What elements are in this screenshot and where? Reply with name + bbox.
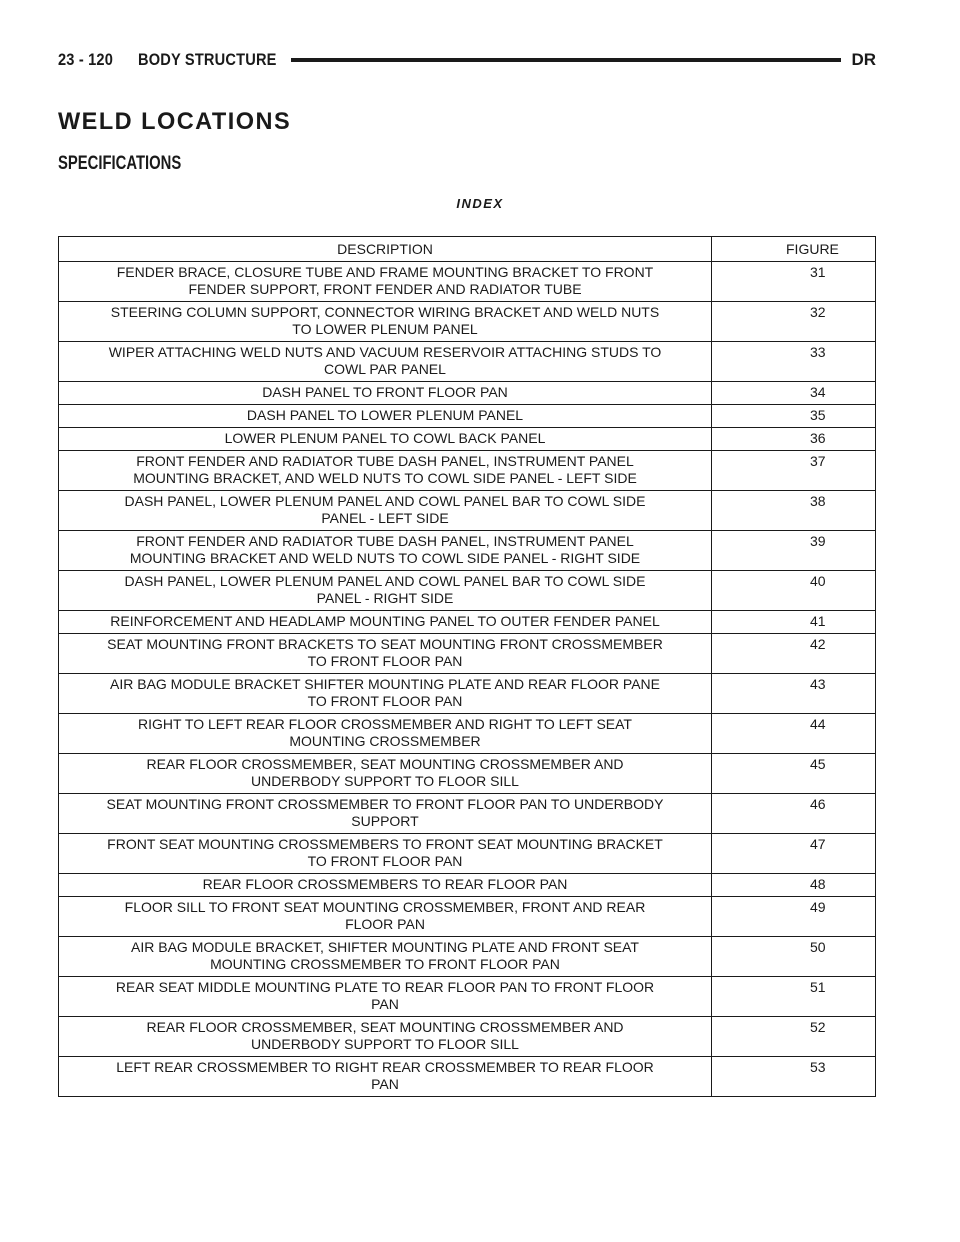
- description-line: LOWER PLENUM PANEL TO COWL BACK PANEL: [224, 430, 546, 446]
- description-line: REAR SEAT MIDDLE MOUNTING PLATE TO REAR FLOOR PAN TO FRONT FLOOR: [115, 979, 655, 995]
- figure-cell: 42: [712, 634, 876, 674]
- description-line: TO LOWER PLENUM PANEL: [292, 321, 478, 337]
- figure-cell: 32: [712, 302, 876, 342]
- table-row: [59, 428, 876, 451]
- description-cell: [59, 714, 712, 754]
- figure-cell: 51: [712, 977, 876, 1017]
- page-number: 23 - 120: [58, 50, 114, 69]
- figure-cell: 35: [712, 405, 876, 428]
- description-line: WIPER ATTACHING WELD NUTS AND VACUUM RESERVOIR ATTACHING STUDS TO: [108, 344, 662, 360]
- description-line: DASH PANEL TO LOWER PLENUM PANEL: [246, 407, 524, 423]
- figure-cell: 40: [712, 571, 876, 611]
- description-line: MOUNTING BRACKET, AND WELD NUTS TO COWL SIDE PANEL - LEFT SIDE: [133, 470, 637, 486]
- figure-cell: 49: [712, 897, 876, 937]
- description-line: PAN: [371, 1076, 399, 1092]
- description-line: MOUNTING CROSSMEMBER TO FRONT FLOOR PAN: [210, 956, 560, 972]
- index-table: [58, 236, 876, 1097]
- description-line: COWL PAR PANEL: [324, 361, 446, 377]
- figure-cell: 33: [712, 342, 876, 382]
- table-row: [59, 571, 876, 611]
- table-caption: INDEX: [456, 196, 504, 211]
- description-line: SEAT MOUNTING FRONT CROSSMEMBER TO FRONT FLOOR PAN TO UNDERBODY: [106, 796, 664, 812]
- model-code: DR: [851, 50, 876, 69]
- description-line: PAN: [371, 996, 399, 1012]
- description-cell: [59, 1057, 712, 1097]
- description-cell: [59, 302, 712, 342]
- description-cell: [59, 491, 712, 531]
- description-line: DASH PANEL, LOWER PLENUM PANEL AND COWL PANEL BAR TO COWL SIDE: [124, 493, 646, 509]
- description-line: REAR FLOOR CROSSMEMBER, SEAT MOUNTING CROSSMEMBER AND: [146, 1019, 624, 1035]
- table-row: [59, 897, 876, 937]
- figure-cell: 41: [712, 611, 876, 634]
- table-row: [59, 451, 876, 491]
- figure-cell: 44: [712, 714, 876, 754]
- table-row: [59, 302, 876, 342]
- figure-cell: 37: [712, 451, 876, 491]
- description-line: MOUNTING BRACKET AND WELD NUTS TO COWL SIDE PANEL - RIGHT SIDE: [129, 550, 641, 566]
- description-cell: [59, 937, 712, 977]
- description-cell: [59, 382, 712, 405]
- description-line: FLOOR SILL TO FRONT SEAT MOUNTING CROSSMEMBER, FRONT AND REAR: [124, 899, 646, 915]
- table-row: [59, 491, 876, 531]
- table-row: [59, 674, 876, 714]
- description-line: FRONT FENDER AND RADIATOR TUBE DASH PANEL, INSTRUMENT PANEL: [136, 533, 634, 549]
- description-cell: [59, 1017, 712, 1057]
- table-row: [59, 937, 876, 977]
- description-line: TO FRONT FLOOR PAN: [307, 853, 463, 869]
- description-cell: [59, 342, 712, 382]
- description-cell: [59, 754, 712, 794]
- figure-cell: 46: [712, 794, 876, 834]
- description-line: TO FRONT FLOOR PAN: [307, 693, 463, 709]
- description-cell: [59, 794, 712, 834]
- figure-cell: 52: [712, 1017, 876, 1057]
- table-header-row: [59, 237, 876, 262]
- description-line: FENDER SUPPORT, FRONT FENDER AND RADIATOR TUBE: [188, 281, 582, 297]
- table-row: [59, 1017, 876, 1057]
- description-cell: [59, 451, 712, 491]
- table-row: [59, 405, 876, 428]
- description-line: TO FRONT FLOOR PAN: [307, 653, 463, 669]
- figure-cell: 45: [712, 754, 876, 794]
- subsection-title: SPECIFICATIONS: [58, 153, 182, 174]
- figure-cell: 31: [712, 262, 876, 302]
- table-row: [59, 262, 876, 302]
- description-cell: [59, 611, 712, 634]
- figure-cell: 34: [712, 382, 876, 405]
- table-row: [59, 634, 876, 674]
- table-row: [59, 531, 876, 571]
- table-row: [59, 382, 876, 405]
- figure-cell: 38: [712, 491, 876, 531]
- description-line: AIR BAG MODULE BRACKET SHIFTER MOUNTING PLATE AND REAR FLOOR PANE: [110, 676, 660, 692]
- column-header-description: DESCRIPTION: [59, 237, 712, 262]
- figure-cell: 39: [712, 531, 876, 571]
- column-header-figure: FIGURE: [712, 237, 876, 262]
- description-cell: [59, 834, 712, 874]
- figure-cell: 43: [712, 674, 876, 714]
- description-cell: [59, 897, 712, 937]
- table-row: [59, 1057, 876, 1097]
- table-row: [59, 342, 876, 382]
- description-line: SUPPORT: [351, 813, 419, 829]
- page-header: [58, 48, 876, 72]
- description-cell: [59, 262, 712, 302]
- description-line: AIR BAG MODULE BRACKET, SHIFTER MOUNTING PLATE AND FRONT SEAT: [131, 939, 639, 955]
- description-line: UNDERBODY SUPPORT TO FLOOR SILL: [251, 773, 519, 789]
- description-line: FLOOR PAN: [345, 916, 425, 932]
- figure-cell: 50: [712, 937, 876, 977]
- header-rule: [291, 58, 841, 62]
- figure-cell: 47: [712, 834, 876, 874]
- description-line: DASH PANEL TO FRONT FLOOR PAN: [262, 384, 508, 400]
- table-row: [59, 794, 876, 834]
- table-row: [59, 874, 876, 897]
- description-cell: [59, 531, 712, 571]
- description-line: DASH PANEL, LOWER PLENUM PANEL AND COWL PANEL BAR TO COWL SIDE: [124, 573, 646, 589]
- figure-cell: 48: [712, 874, 876, 897]
- description-cell: [59, 405, 712, 428]
- description-line: FRONT SEAT MOUNTING CROSSMEMBERS TO FRONT SEAT MOUNTING BRACKET: [107, 836, 663, 852]
- table-row: [59, 611, 876, 634]
- description-line: REAR FLOOR CROSSMEMBERS TO REAR FLOOR PAN: [202, 876, 568, 892]
- table-body: [59, 262, 876, 1097]
- description-line: UNDERBODY SUPPORT TO FLOOR SILL: [251, 1036, 519, 1052]
- description-cell: [59, 634, 712, 674]
- table-row: [59, 754, 876, 794]
- description-line: REAR FLOOR CROSSMEMBER, SEAT MOUNTING CROSSMEMBER AND: [146, 756, 624, 772]
- description-line: PANEL - LEFT SIDE: [321, 510, 449, 526]
- description-cell: [59, 874, 712, 897]
- description-line: REINFORCEMENT AND HEADLAMP MOUNTING PANEL TO OUTER FENDER PANEL: [110, 613, 660, 629]
- section-name: BODY STRUCTURE: [137, 50, 277, 69]
- description-line: SEAT MOUNTING FRONT BRACKETS TO SEAT MOUNTING FRONT CROSSMEMBER: [107, 636, 663, 652]
- description-line: PANEL - RIGHT SIDE: [316, 590, 454, 606]
- description-line: FRONT FENDER AND RADIATOR TUBE DASH PANEL, INSTRUMENT PANEL: [136, 453, 634, 469]
- figure-cell: 53: [712, 1057, 876, 1097]
- description-cell: [59, 428, 712, 451]
- description-line: FENDER BRACE, CLOSURE TUBE AND FRAME MOUNTING BRACKET TO FRONT: [116, 264, 654, 280]
- figure-cell: 36: [712, 428, 876, 451]
- page-title: WELD LOCATIONS: [58, 108, 292, 135]
- description-cell: [59, 571, 712, 611]
- description-cell: [59, 977, 712, 1017]
- description-line: MOUNTING CROSSMEMBER: [289, 733, 481, 749]
- description-line: RIGHT TO LEFT REAR FLOOR CROSSMEMBER AND RIGHT TO LEFT SEAT: [138, 716, 632, 732]
- description-line: STEERING COLUMN SUPPORT, CONNECTOR WIRING BRACKET AND WELD NUTS: [110, 304, 660, 320]
- table-row: [59, 977, 876, 1017]
- table-row: [59, 834, 876, 874]
- description-line: LEFT REAR CROSSMEMBER TO RIGHT REAR CROSSMEMBER TO REAR FLOOR: [116, 1059, 654, 1075]
- table-row: [59, 714, 876, 754]
- description-cell: [59, 674, 712, 714]
